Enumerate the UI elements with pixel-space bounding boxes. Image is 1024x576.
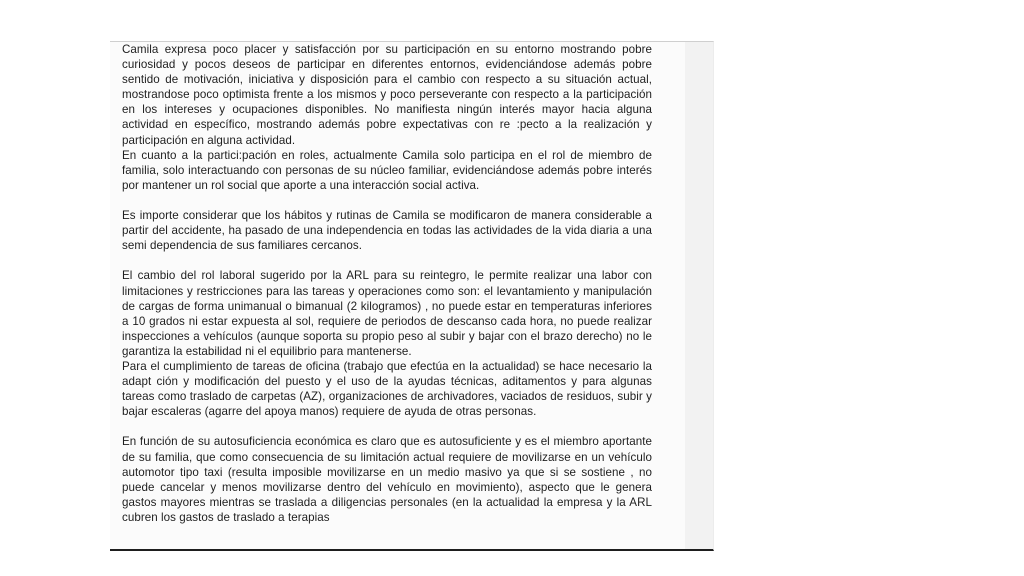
paragraph-participation: Camila expresa poco placer y satisfacción por su participación en su entorno mostrando pobre curiosidad y pocos deseos de participar en diferentes entornos, evidenciándose además pobre sentido de motivación, iniciativa y disposición para el cambio con respecto a su situación actual, mostrandose poco optimista frente a los mismos y poco perseverante con respecto a la participación en los intereses y ocupaciones disponibles. No manifiesta ningún interés mayor hacia alguna actividad en específico, mostrando además pobre expectativas con re :pecto a la realización y participación en alguna actividad. — [122, 43, 652, 147]
document-page — [110, 41, 714, 551]
paragraph-habits: Es importe considerar que los hábitos y rutinas de Camila se modificaron de manera considerable a partir del accidente, ha pasado de una independencia en todas las actividades de la vida diaria a una semi dependencia de sus familiares cercanos. — [122, 209, 652, 253]
paragraph-office-tasks: Para el cumplimiento de tareas de oficina (trabajo que efectúa en la actualidad) se hace necesario la adapt ción y modificación del puesto y el uso de la ayudas técnicas, aditamentos y para algunas tareas como traslado de carpetas (AZ), organizaciones de archivadores, vaciados de residuos, subir y bajar escaleras (agarre del apoya manos) requiere de ayuda de otras personas. — [122, 359, 652, 419]
paragraph-roles: En cuanto a la partici:pación en roles, actualmente Camila solo participa en el rol de miembro de familia, solo interactuando con personas de su núcleo familiar, evidenciándose además pobre interés por mantener un rol social que aporte a una interacción social activa. — [122, 148, 652, 192]
paragraph-work-role: El cambio del rol laboral sugerido por la ARL para su reintegro, le permite realizar una labor con limitaciones y restricciones para las tareas y operaciones como son: el levantamiento y manipulación de cargas de forma unimanual o bimanual (2 kilogramos) , no puede estar en temperaturas inferiores a 10 grados ni estar expuesta al sol, requiere de periodos de descanso cada hora, no puede realizar inspecciones a vehículos (aunque soporta su propio peso al subir y bajar con el brazo derecho) no le garantiza la estabilidad ni el equilibrio para mantenerse. — [122, 269, 652, 358]
page-shadow — [685, 42, 713, 549]
document-body — [122, 42, 652, 540]
paragraph-economic: En función de su autosuficiencia económica es claro que es autosuficiente y es el miembro aportante de su familia, que como consecuencia de su limitación actual requiere de movilizarse en un vehículo automotor tipo taxi (resulta imposible movilizarse en un medio masivo ya que si se sostiene , no puede cancelar y menos movilizarse dentro del vehículo en movimiento), aspecto que le genera gastos mayores mientras se traslada a diligencias personales (en la actualidad la empresa y la ARL cubren los gastos de traslado a terapias — [122, 435, 652, 524]
